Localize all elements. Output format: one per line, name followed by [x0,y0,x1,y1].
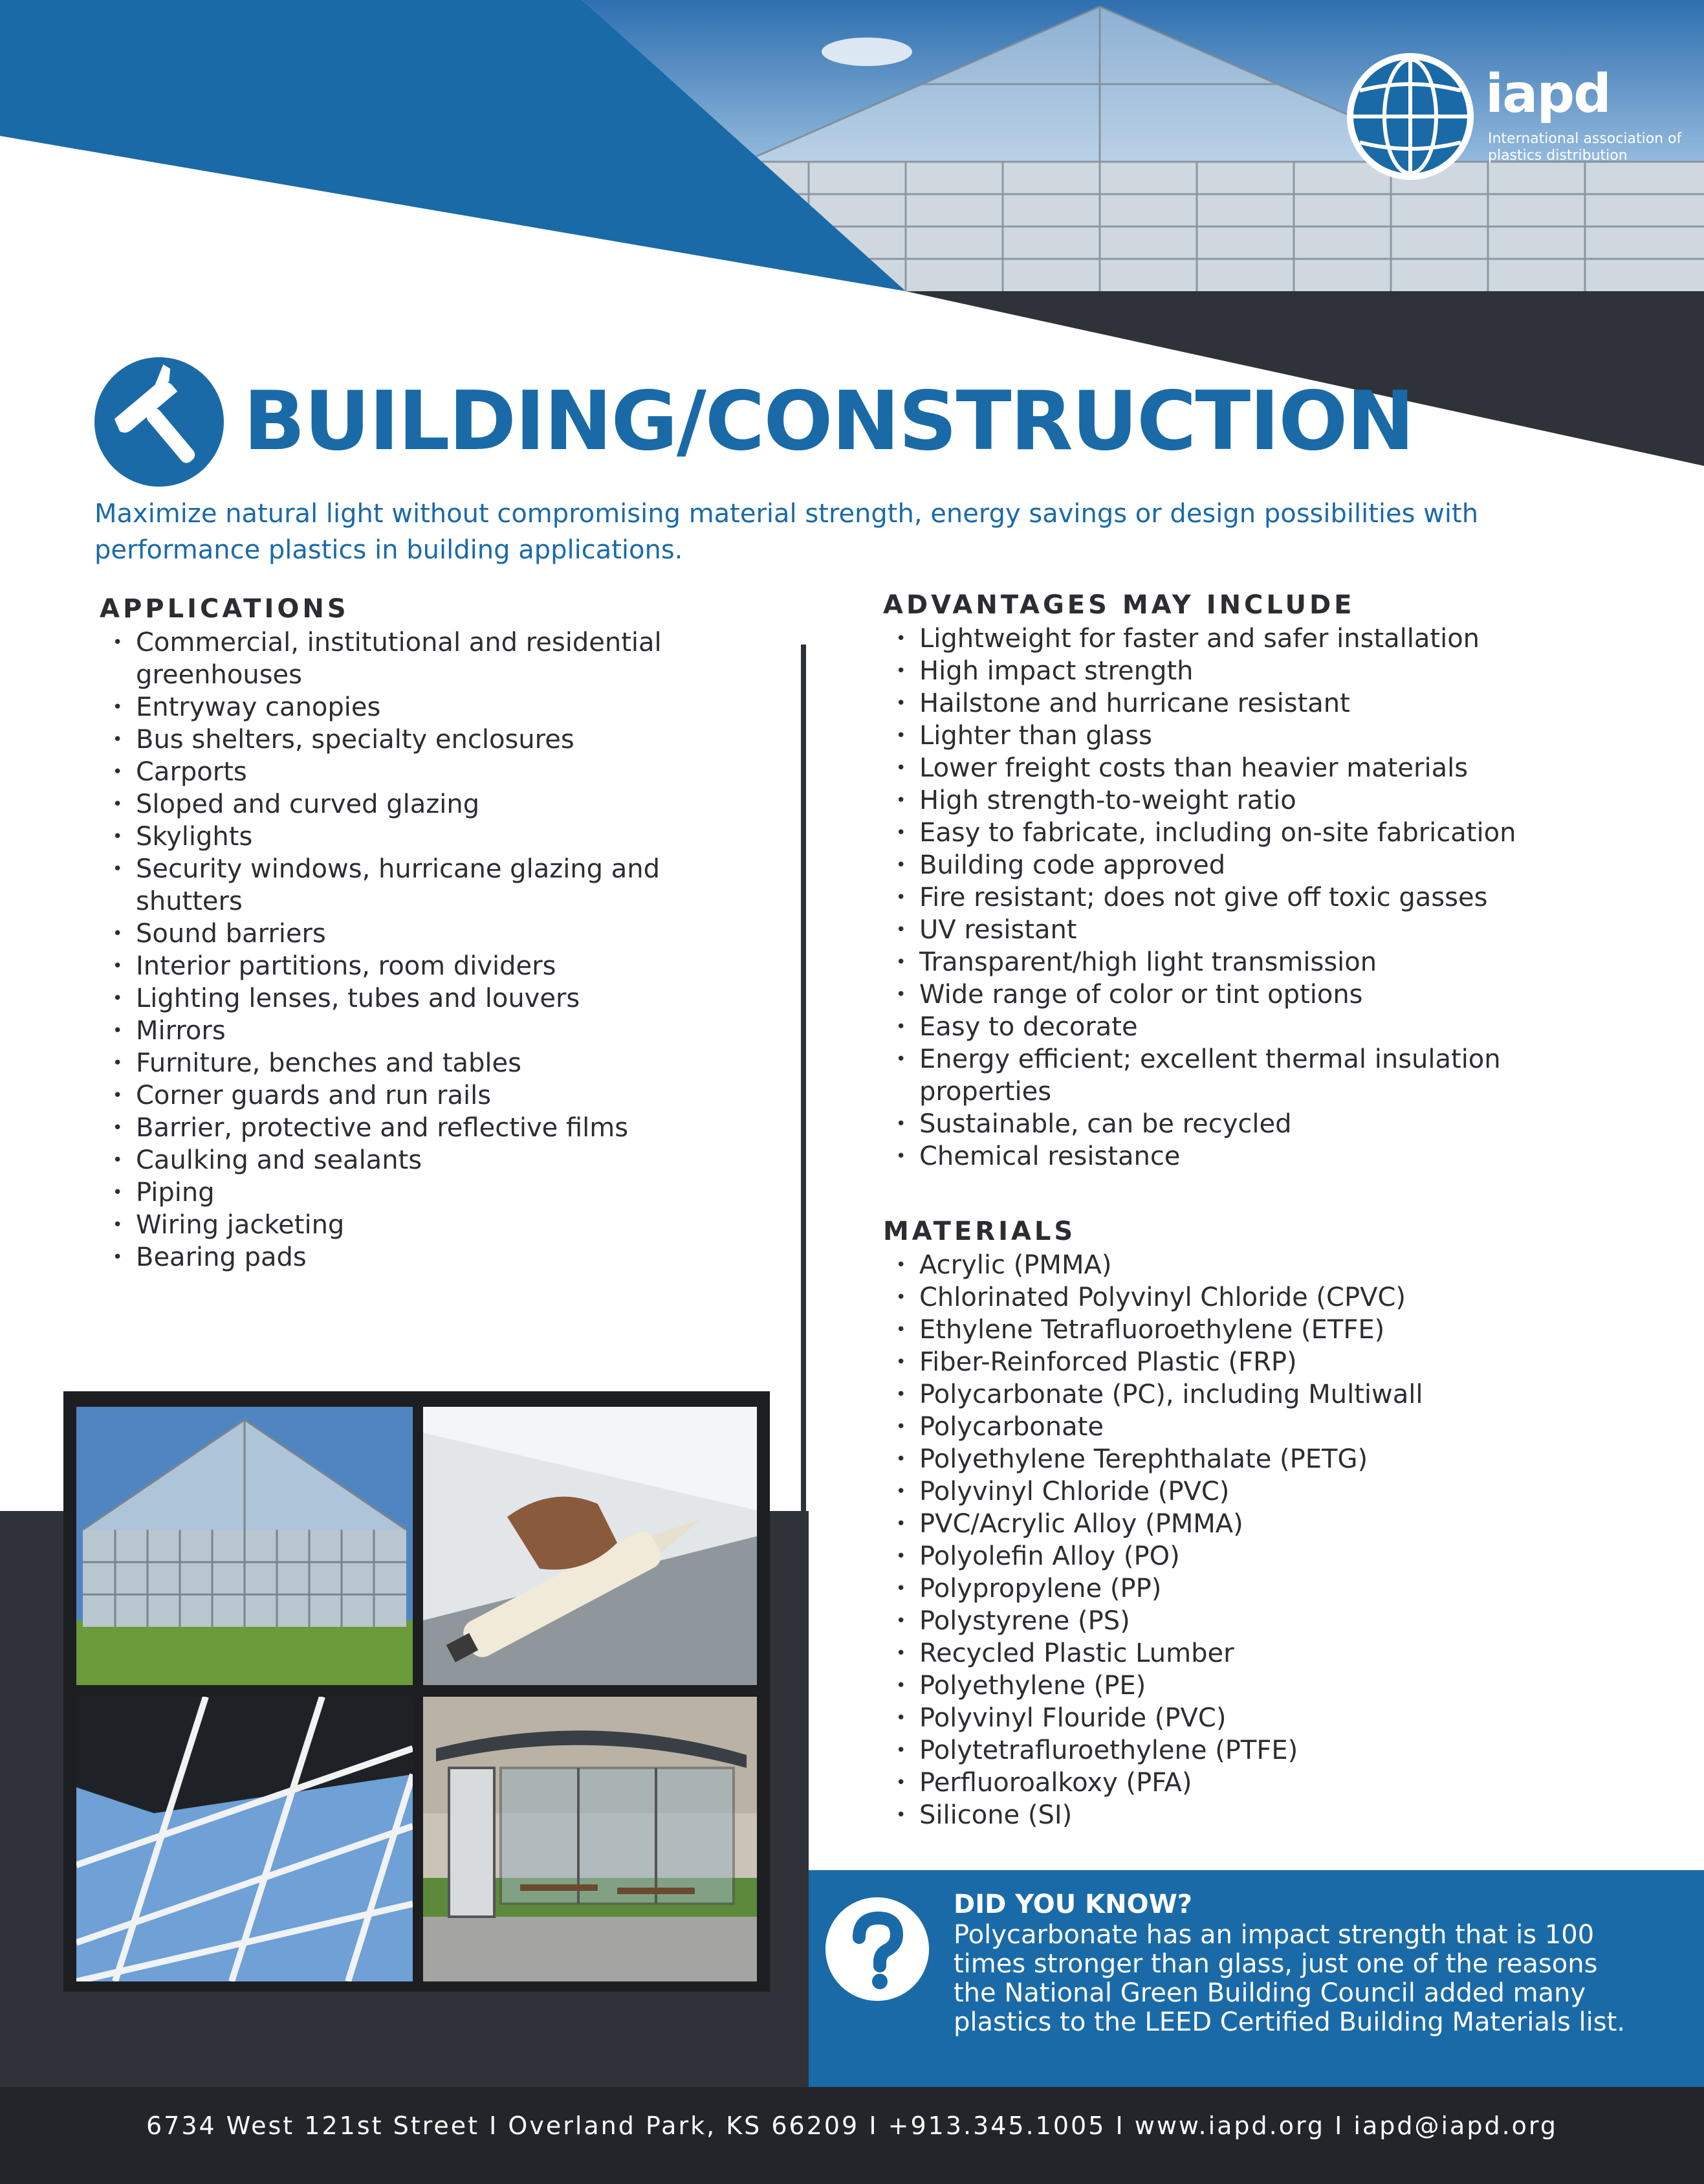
list-item: • Fiber-Reinforced Plastic (FRP) [883,1346,1595,1378]
footer-contact: 6734 West 121st Street I Overland Park, KS 66209 I +913.345.1005 I www.iapd.org I iapd@iapd.org [146,2112,1558,2140]
list-item: • Easy to decorate [883,1011,1595,1043]
list-item: • Polyvinyl Chloride (PVC) [883,1475,1595,1508]
list-item: • Polytetrafluroethylene (PTFE) [883,1734,1595,1767]
list-item: • Sustainable, can be recycled [883,1108,1595,1140]
list-item: • Entryway canopies [100,691,747,723]
list-item: • Furniture, benches and tables [100,1047,747,1079]
list-item: • Security windows, hurricane glazing and shutters [100,853,747,918]
list-item: • Corner guards and run rails [100,1079,747,1112]
brand-name: iapd [1485,63,1610,125]
list-item: • PVC/Acrylic Alloy (PMMA) [883,1508,1595,1540]
list-item: • High impact strength [883,655,1595,687]
bus-shelter-photo [423,1697,757,1981]
list-item: • Polycarbonate [883,1411,1595,1443]
globe-icon [1347,53,1474,180]
materials-list [883,1249,1595,1831]
list-item: • Ethylene Tetrafluoroethylene (ETFE) [883,1314,1595,1346]
applications-heading: APPLICATIONS [100,594,349,624]
list-item: • Fire resistant; does not give off toxic gasses [883,881,1595,914]
list-item: • Piping [100,1176,747,1209]
list-item: • High strength-to-weight ratio [883,784,1595,817]
list-item: • Lighting lenses, tubes and louvers [100,982,747,1015]
list-item: • Barrier, protective and reflective films [100,1112,747,1144]
list-item: • Acrylic (PMMA) [883,1249,1595,1281]
list-item: • Wide range of color or tint options [883,978,1595,1011]
advantages-heading: ADVANTAGES MAY INCLUDE [883,590,1355,620]
list-item: • Chlorinated Polyvinyl Chloride (CPVC) [883,1281,1595,1314]
list-item: • Chemical resistance [883,1140,1595,1173]
list-item: • Lower freight costs than heavier materials [883,752,1595,784]
list-item: • Polyolefin Alloy (PO) [883,1540,1595,1572]
list-item: • Commercial, institutional and residential greenhouses [100,626,747,691]
page-title: BUILDING/CONSTRUCTION [243,373,1414,469]
list-item: • Sloped and curved glazing [100,788,747,821]
caulking-photo [423,1407,757,1685]
list-item: • Sound barriers [100,918,747,950]
photo-grid [63,1391,770,1992]
brand-tagline: International association of plastics distribution [1488,131,1682,164]
list-item: • Polystyrene (PS) [883,1605,1595,1637]
list-item: • Polyethylene Terephthalate (PETG) [883,1443,1595,1475]
list-item: • Interior partitions, room dividers [100,950,747,982]
list-item: • Skylights [100,821,747,853]
question-mark-icon [825,1897,929,2001]
list-item: • Caulking and sealants [100,1144,747,1176]
materials-heading: MATERIALS [883,1217,1076,1246]
list-item: • UV resistant [883,914,1595,946]
list-item: • Wiring jacketing [100,1209,747,1241]
list-item: • Building code approved [883,849,1595,881]
list-item: • Easy to fabricate, including on-site fabrication [883,817,1595,849]
advantages-list [883,623,1595,1173]
greenhouse-photo [76,1407,413,1685]
list-item: • Bus shelters, specialty enclosures [100,723,747,756]
list-item: • Bearing pads [100,1241,747,1274]
did-you-know-text: Polycarbonate has an impact strength that is 100 times stronger than glass, just one of the reasons the National Green Building Council added many plastics to the LEED Certified Building Materials list. [954,1920,1625,2037]
list-item: • Polycarbonate (PC), including Multiwall [883,1378,1595,1411]
list-item: • Polyethylene (PE) [883,1670,1595,1702]
list-item: • Silicone (SI) [883,1799,1595,1831]
list-item: • Polypropylene (PP) [883,1572,1595,1605]
page-subtitle: Maximize natural light without compromising material strength, energy savings or design possibilities with performance plastics in building applications. [94,499,1479,565]
skylight-photo [76,1697,413,1981]
list-item: • Perfluoroalkoxy (PFA) [883,1767,1595,1799]
list-item: • Lighter than glass [883,720,1595,752]
list-item: • Carports [100,756,747,788]
list-item: • Polyvinyl Flouride (PVC) [883,1702,1595,1734]
column-divider [801,645,806,1615]
list-item: • Energy efficient; excellent thermal insulation properties [883,1043,1595,1108]
list-item: • Mirrors [100,1015,747,1047]
list-item: • Lightweight for faster and safer installation [883,623,1595,655]
list-item: • Recycled Plastic Lumber [883,1637,1595,1670]
hammer-icon [94,357,224,487]
list-item: • Hailstone and hurricane resistant [883,687,1595,720]
did-you-know-heading: DID YOU KNOW? [954,1890,1192,1919]
list-item: • Transparent/high light transmission [883,946,1595,978]
applications-list [100,626,747,1274]
